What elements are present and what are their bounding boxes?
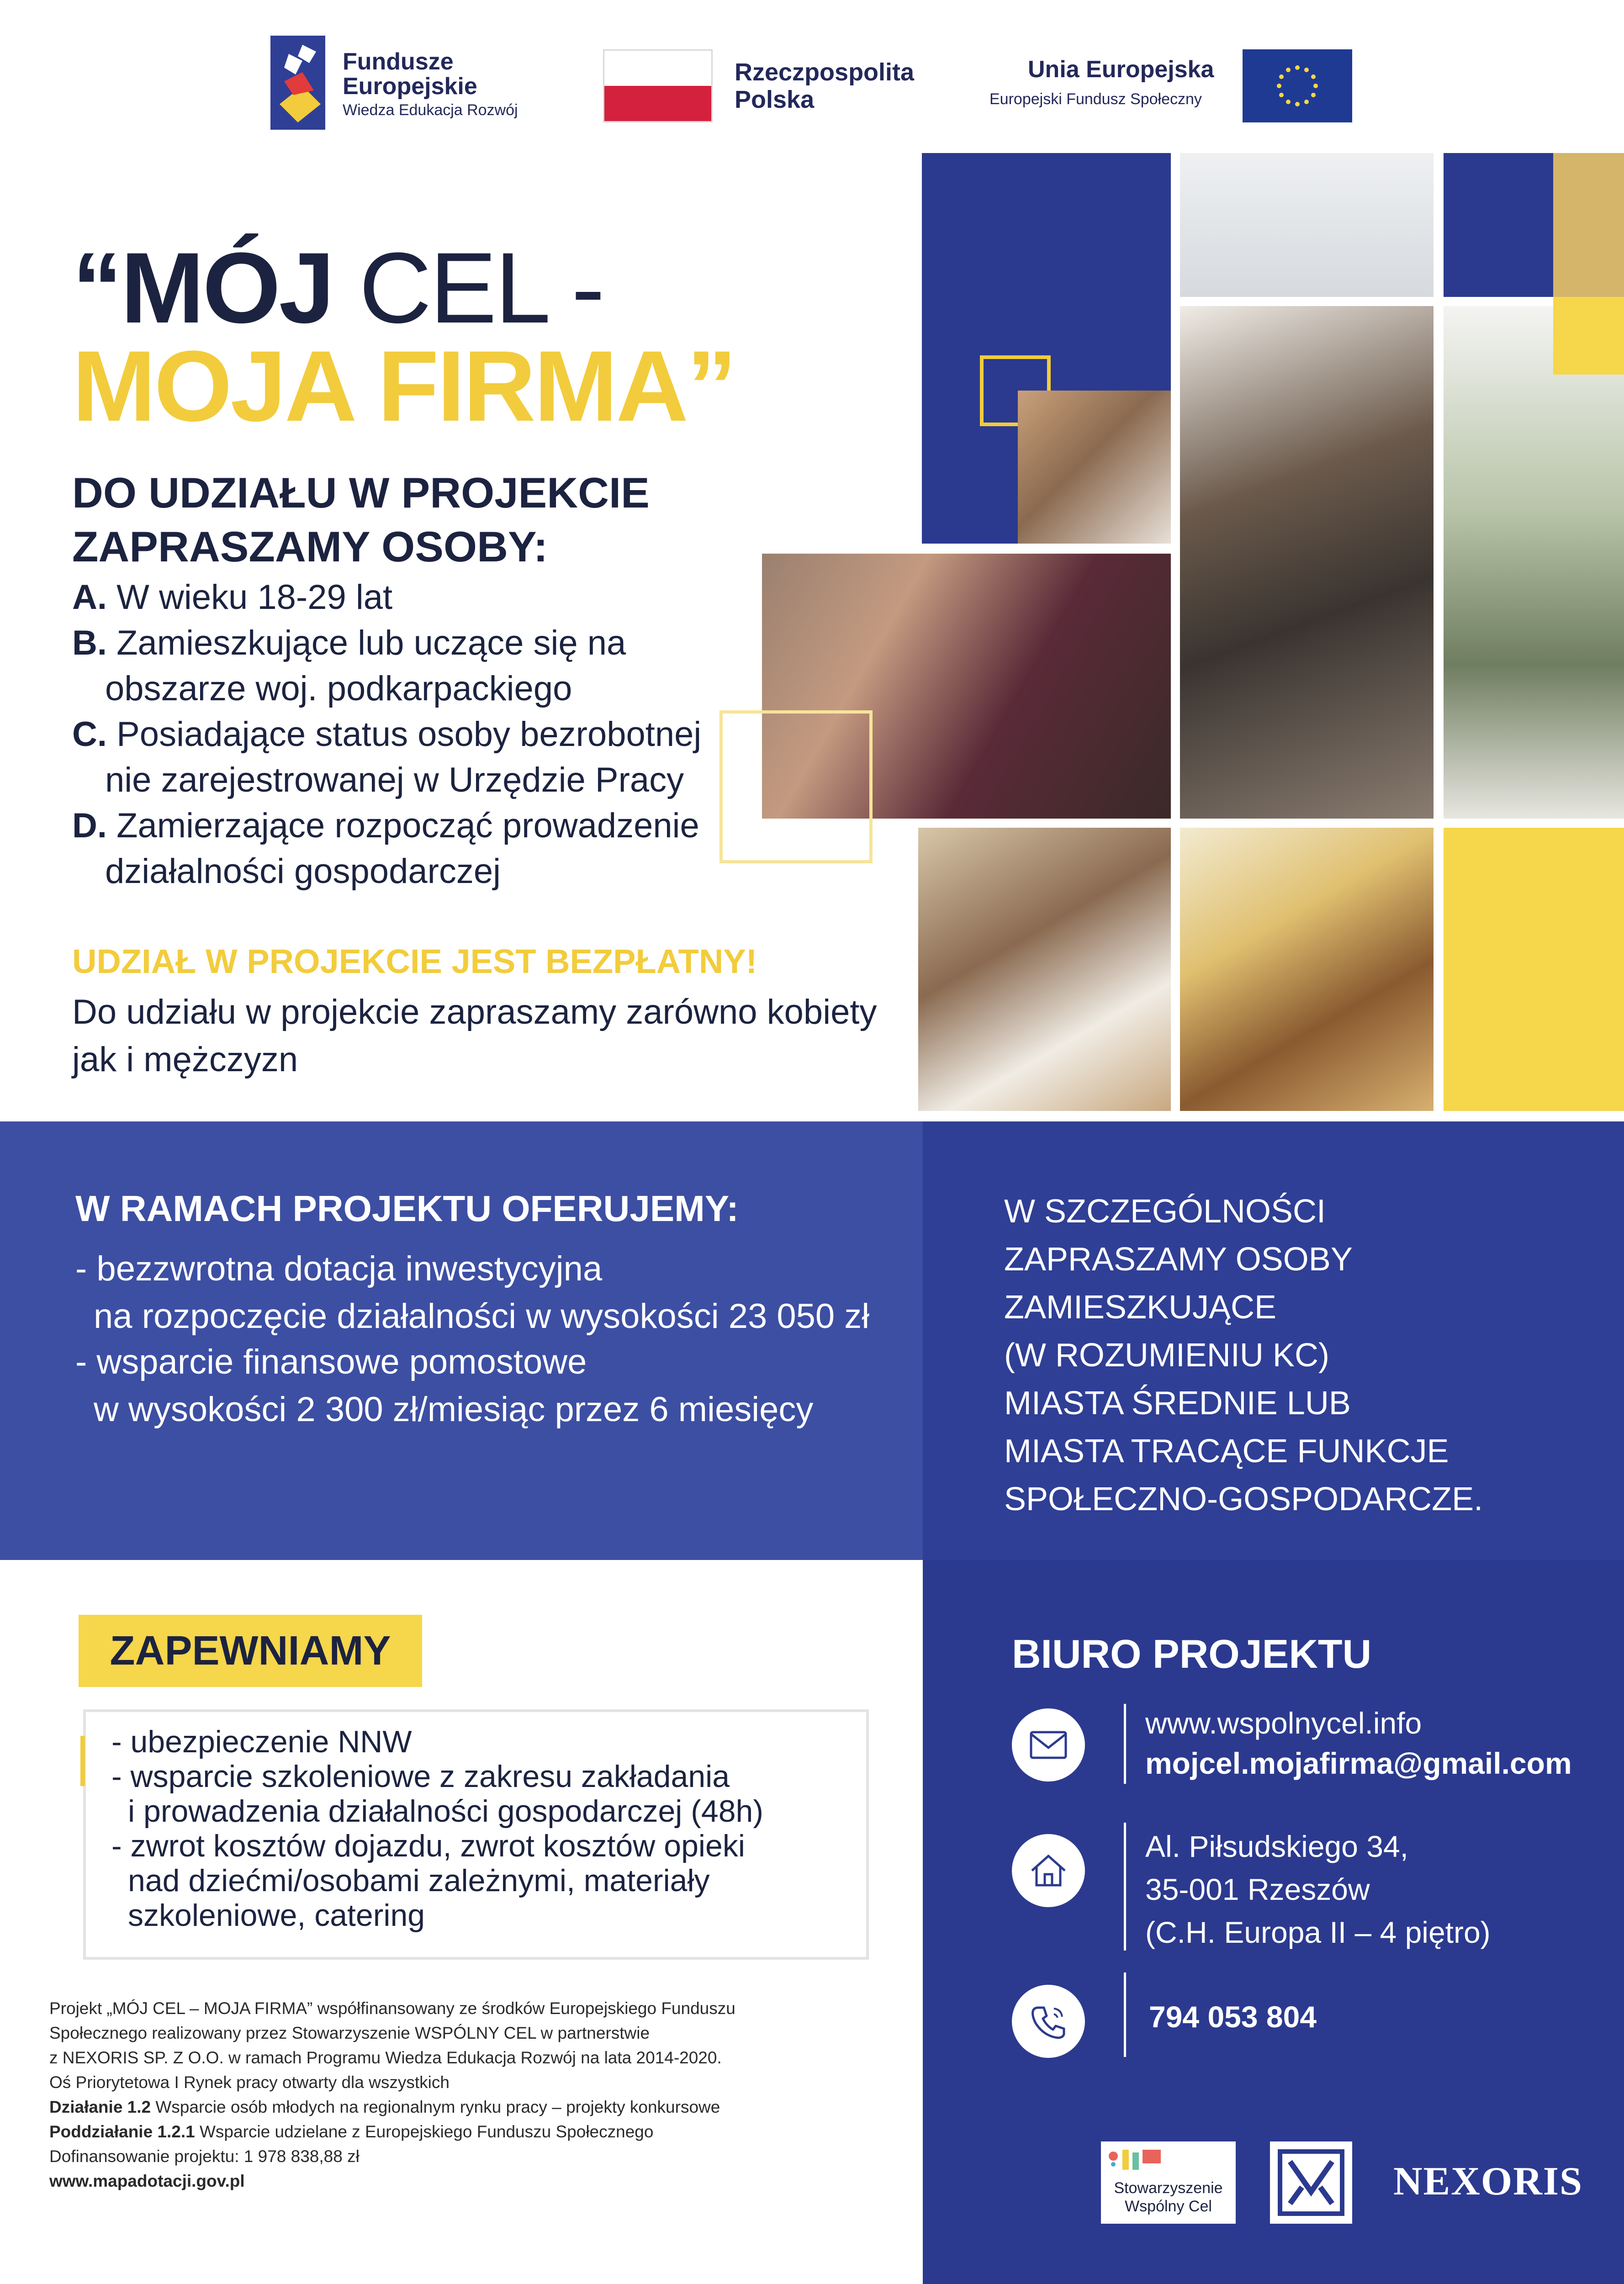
headline-line2: MOJA FIRMA” [72,330,735,442]
invite-text: Do udziału w projekcie zapraszamy zarówno kobiety jak i mężczyzn [72,993,877,1079]
eu-logo-subtitle: Europejski Fundusz Społeczny [989,90,1202,108]
project-footnote: Projekt „MÓJ CEL – MOJA FIRMA” współfinansowany ze środków Europejskiego Funduszu Społecznego realizowany przez Stowarzyszenie WSPÓLNY CEL w partnerstwie z NEXORIS SP. Z O.O. w ramach Programu Wiedza Edukacja Rozwój na lata 2014-2020. Oś Priorytetowa I Rynek pracy otwarty dla wszystkich Działanie 1.2 Wsparcie osób młodych na regionalnym rynku pracy – projekty konkursowe Poddziałanie 1.2.1 Wsparcie udzielane z Europejskiego Funduszu Społecznego Dofinansowanie projektu: 1 978 838,88 zł www.mapadotacji.gov.pl [49,1999,735,2190]
eu-flag-icon [1243,49,1352,122]
collage-yellow-accent [1553,297,1624,375]
biuro-divider-2 [1124,1823,1126,1951]
wspolny-cel-text: Stowarzyszenie Wspólny Cel [1114,2179,1223,2215]
criterion-a: A. W wieku 18-29 lat [72,578,393,617]
offer-item-bridge: - wsparcie finansowe pomostowe w wysokości 2 300 zł/miesiąc przez 6 miesięcy [75,1343,814,1429]
biuro-divider-1 [1124,1704,1126,1784]
website-link[interactable]: www.wspolnycel.info [1145,1706,1422,1740]
offer-item-grant: - bezzwrotna dotacja inwestycyjna na rozpoczęcie działalności w wysokości 23 050 zł [75,1249,870,1336]
rp-logo-title: Rzeczpospolita Polska [735,58,915,113]
phone-number[interactable]: 794 053 804 [1149,2000,1317,2034]
biuro-divider-3 [1124,1972,1126,2057]
fe-logo-icon [270,36,325,130]
phone-icon [1012,1985,1085,2058]
intro-line1: DO UDZIAŁU W PROJEKCIE [72,469,650,517]
nexoris-logo-text: NEXORIS [1393,2159,1583,2204]
photo-plants [1444,306,1624,819]
wspolny-cel-mark-icon [1108,2146,1167,2173]
free-notice: UDZIAŁ W PROJEKCIE JEST BEZPŁATNY! [72,942,757,980]
criterion-c: C. Posiadające status osoby bezrobotnej nie zarejestrowanej w Urzędzie Pracy [72,715,702,799]
headline-line1 [72,232,603,344]
photo-coffee-tablets [918,828,1171,1111]
biuro-title: BIURO PROJEKTU [1012,1631,1372,1676]
polish-flag-icon [603,49,713,122]
zapewniamy-item-training: - wsparcie szkoleniowe z zakresu zakładania i prowadzenia działalności gospodarczej (48h) [111,1759,764,1829]
zapewniamy-list [111,1724,861,1933]
photo-man-smiling [1018,391,1171,544]
collage-yellow-block [1444,828,1624,1111]
photo-window-light [1180,153,1434,297]
zapewniamy-label: ZAPEWNIAMY [110,1628,391,1674]
intro-line2: ZAPRASZAMY OSOBY: [72,523,548,571]
special-invitation: W SZCZEGÓLNOŚCI ZAPRASZAMY OSOBY ZAMIESZKUJĄCE (W ROZUMIENIU KC) MIASTA ŚREDNIE LUB MIASTA TRACĄCE FUNKCJE SPOŁECZNO-GOSPODARCZE. [1004,1193,1483,1517]
house-icon [1012,1834,1085,1907]
zapewniamy-accent [80,1736,85,1786]
zapewniamy-item-insurance: - ubezpieczenie NNW [111,1724,412,1759]
zapewniamy-item-reimbursement: - zwrot kosztów dojazdu, zwrot kosztów opieki nad dziećmi/osobami zależnymi, materiały szkoleniowe, catering [111,1829,745,1933]
offer-title: W RAMACH PROJEKTU OFERUJEMY: [75,1188,739,1229]
address: Al. Piłsudskiego 34, 35-001 Rzeszów (C.H. Europa II – 4 piętro) [1145,1829,1491,1949]
nexoris-mark-icon [1270,2141,1352,2224]
criterion-d: D. Zamierzające rozpocząć prowadzenie działalności gospodarczej [72,806,699,891]
collage-outline-rect [719,710,873,863]
email-link[interactable]: mojcel.mojafirma@gmail.com [1145,1746,1572,1780]
photo-woman-tablet [1180,306,1434,819]
mapadotacji-link[interactable]: www.mapadotacji.gov.pl [49,2172,245,2190]
criterion-b: B. Zamieszkujące lub uczące się na obszarze woj. podkarpackiego [72,624,626,708]
headline-light: CEL - [333,232,603,344]
headline-bold: “MÓJ [72,232,333,344]
envelope-icon [1012,1708,1085,1782]
collage-gold-block [1553,153,1624,297]
eu-logo-title: Unia Europejska [1028,56,1214,83]
photo-woman-curly [1180,828,1434,1111]
collage-navy-block-2 [1444,153,1553,297]
fe-logo-title: Fundusze Europejskie [343,48,477,100]
fe-logo-subtitle: Wiedza Edukacja Rozwój [343,101,518,119]
